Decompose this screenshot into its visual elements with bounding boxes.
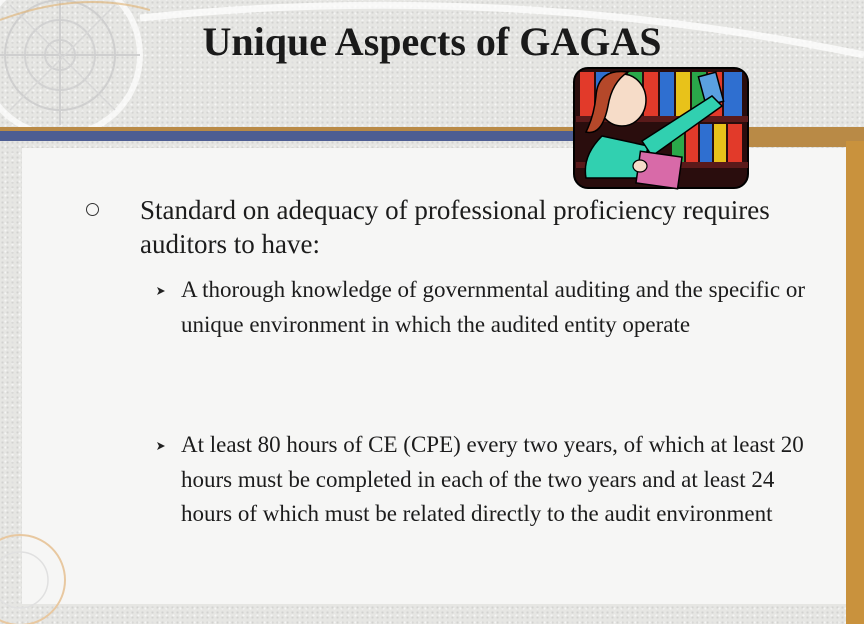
- slide-title: Unique Aspects of GAGAS: [202, 19, 662, 64]
- main-bullet-text: Standard on adequacy of professional proficiency requires auditors to have:: [140, 195, 770, 259]
- compass-icon-bottom: [0, 530, 90, 624]
- sub-bullet-1: A thorough knowledge of governmental auditing and the specific or unique environment in which the audited entity operate: [181, 277, 806, 337]
- hollow-circle-icon: [86, 203, 99, 216]
- sub-bullet-2: At least 80 hours of CE (CPE) every two years, of which at least 20 hours must be completed in each of the two years and at least 24 hours of which must be related directly to the audit environment: [181, 432, 804, 526]
- divider-blue: [0, 131, 600, 141]
- arrow-right-icon: [156, 441, 166, 451]
- arrow-right-icon: [156, 286, 166, 296]
- librarian-bookshelf-clipart: [572, 66, 752, 192]
- right-border-strip: [846, 141, 864, 624]
